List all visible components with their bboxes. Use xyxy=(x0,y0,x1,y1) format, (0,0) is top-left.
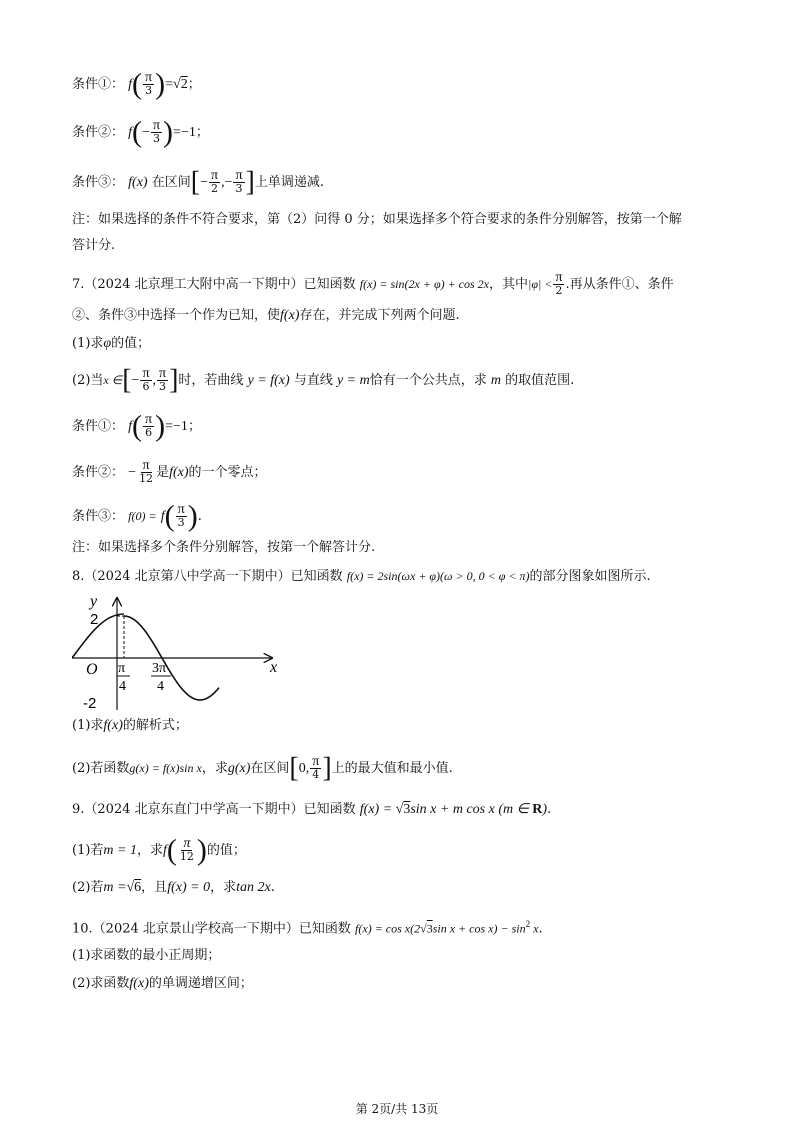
y-max-label: 2 xyxy=(90,611,99,628)
q9-part-2: (2)若m =√6，且f(x) = 0，求tan 2x. xyxy=(72,880,275,895)
y-min-label: -2 xyxy=(83,695,97,712)
q7-part-2: (2)当x ∈[− $\frac{\pi}{6}$ , $\frac{\pi}{3}$ ]时，若曲线 y = f(x) 与直线 y = m恰有一个公共点，求 m 的取值范围. xyxy=(72,364,575,396)
q7-note: 注：如果选择多个条件分别解答，按第一个解答计分. xyxy=(72,540,376,555)
q8-part-2: (2)若函数g(x) = f(x)sin x，求g(x)在区间[0, $\frac{\pi}{4}$ ]上的最大值和最小值. xyxy=(72,752,453,784)
q10-part-1: (1)求函数的最小正周期； xyxy=(72,948,221,963)
page-footer: 第 2页/共 13页 xyxy=(355,1102,439,1116)
q10-stem: 10.（2024 北京景山学校高一下期中）已知函数 f(x) = cos x(2√3sin $x + \cos x) - \sin^2 x$. xyxy=(72,919,543,937)
x-label: x xyxy=(270,659,278,676)
q8-part-1: (1)求f(x)的解析式； xyxy=(72,718,188,733)
q9-part-1: (1)若m = 1，求f( $\frac{\pi}{12}$ )的值； xyxy=(72,833,246,867)
q7-condition-2: 条件②： − $\frac{\pi}{12}$ 是f(x)的一个零点； xyxy=(72,458,267,485)
condition-2-prev: 条件②： f(− $\frac{\pi}{3}$ )=−1； xyxy=(72,115,209,149)
tick-pi4-num: π xyxy=(118,661,126,676)
q7-part-1: (1)求φ的值； xyxy=(72,336,151,351)
tick-3pi4-den: 4 xyxy=(157,679,164,694)
q8-stem: 8.（2024 北京第八中学高一下期中）已知函数 f(x) = 2sin(ωx + φ)(ω > 0, 0 < φ < π)的部分图象如图所示. xyxy=(72,569,651,584)
note-prev-2: 答计分. xyxy=(72,238,116,253)
y-label: y xyxy=(90,593,98,610)
q7-condition-1: 条件①： f( $\frac{\pi}{6}$ )=−1； xyxy=(72,409,201,443)
q7-stem-2: ②、条件③中选择一个作为已知，使f(x)存在，并完成下列两个问题. xyxy=(72,308,460,323)
origin-label: O xyxy=(86,661,98,678)
tick-3pi4-num: 3π xyxy=(152,661,167,676)
q7-condition-3: 条件③： f(0) = f( $\frac{\pi}{3}$ ). xyxy=(72,499,202,533)
condition-1-prev: 条件①： f( $\frac{\pi}{3}$ )=√2； xyxy=(72,67,201,101)
q9-stem: 9.（2024 北京东直门中学高一下期中）已知函数 f(x) = √3sin x + m cos x (m ∈ R). xyxy=(72,802,552,817)
q10-part-2: (2)求函数f(x)的单调递增区间； xyxy=(72,976,253,991)
q7-stem: 7.（2024 北京理工大附中高一下期中）已知函数 f(x) = sin(2x + φ) + cos 2x，其中|φ| < $\frac{\pi}{2}$ .再从条件①、条件 xyxy=(72,270,674,297)
tick-pi4-den: 4 xyxy=(119,679,126,694)
condition-3-prev: 条件③： f(x) 在区间[− $\frac{\pi}{2}$ ,− $\frac{\pi}{3}$ ]上单调递减. xyxy=(72,166,325,198)
note-prev-1: 注：如果选择的条件不符合要求，第（2）问得 0 分；如果选择多个符合要求的条件分别解答，按第一个解 xyxy=(72,212,682,227)
sine-graph xyxy=(72,592,292,712)
